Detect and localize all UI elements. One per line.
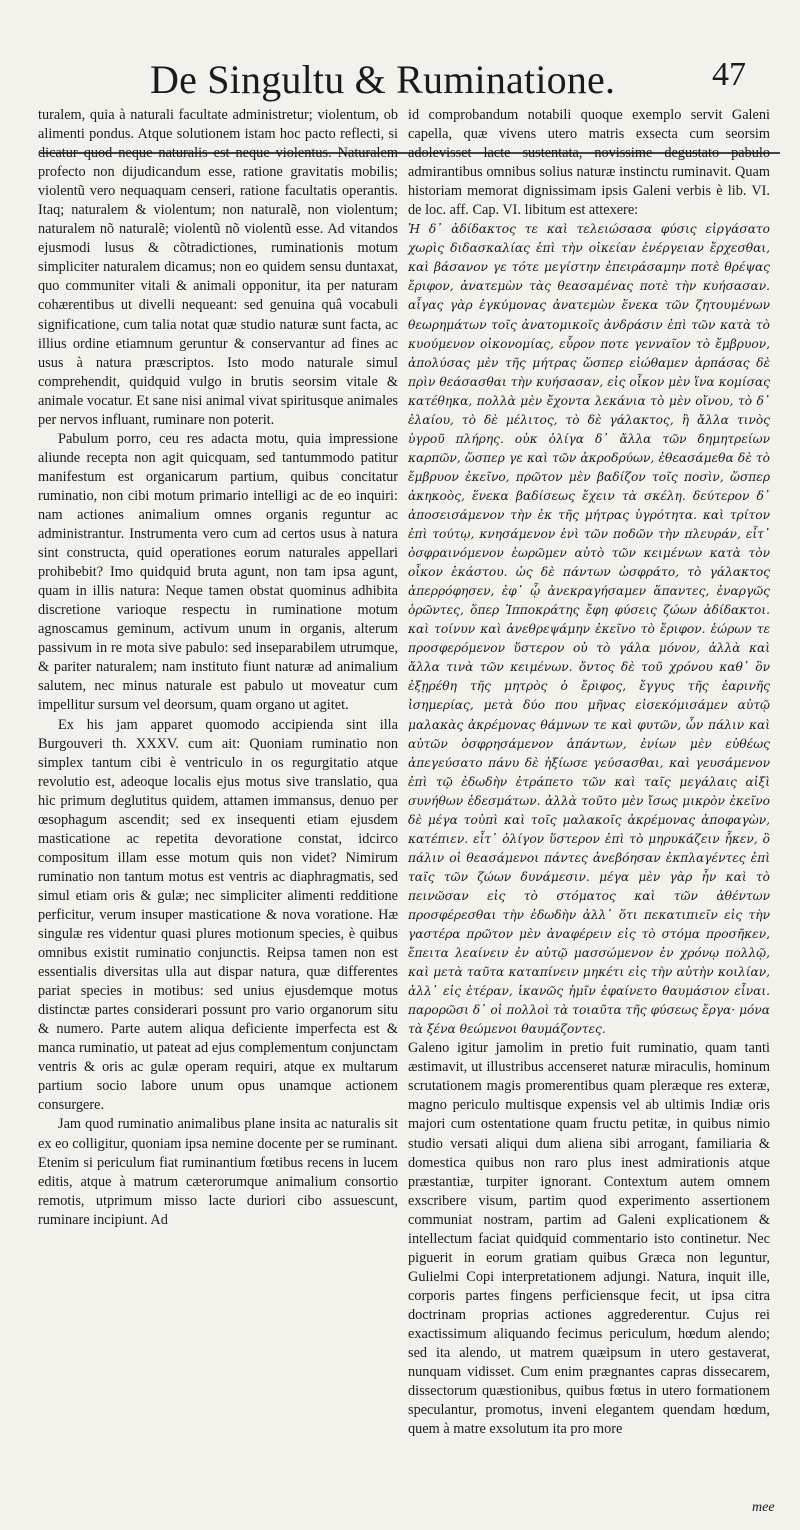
running-title: De Singultu & Ruminatione. <box>150 57 616 102</box>
page-number: 47 <box>712 56 746 93</box>
paragraph: Jam quod ruminatio animalibus plane insita ac naturalis sit ex eo colligitur, quoniam ipsa nemine docente per se ruminant. Etenim si periculum fiat ruminantium fœtibus recens in lucem editis, atque à matrum cæterorumque animalium consortio remotis, utprimum misso lacte duriori cibo assuescunt, ruminare incipiunt. Ad <box>38 1116 398 1228</box>
paragraph: turalem, quia à naturali facultate administretur; violentum, ob alimenti pondus. Atque solutionem istam hoc pacto reflecti, si dicatur quod neque naturalis est neque violentus. Naturalem profecto non dijudicandum esse, ratione gravitatis mobilis; violentũ vero nequaquam censeri, ratione facultatis operantis. Itaq; naturalem & violentum; non naturalẽ, non violentum; naturalem nõ naturalẽ; violentũ nõ violentũ esse. Ad vitandos ejusmodi lusus & cõtradictiones, ruminationis motum simpliciter naturalem dicamus; non eo quidem sensu duntaxat, quo communiter vitali & animali opponitur, ita per naturam cohærentibus ut divelli nequeant: sed genuina quâ vocabuli significatione, cum talia notat quæ studio naturæ sunt facta, ac illius ordine etiamnum geruntur & conservantur ad fines ac usus à natura præscriptos. Isto modo naturale simul comprehendit, quidquid vulgo in brutis seorsim vitale & animale vocatur. Et sane nisi animal vivat spiritusque animales per nervos influant, ruminare non poterit. <box>38 107 398 428</box>
right-column <box>408 106 770 1439</box>
paragraph: Galeno igitur jamolim in pretio fuit ruminatio, quam tanti æstimavit, ut illustribus accenseret naturæ miraculis, hominum scrutationem magis promerentibus quam pleræque res exteræ, magno periculo multisque expensis vel ab ultimis Indiæ oris majori cum ostentatione quam fructu petitæ, in quibus nimio studio versati aliqui dum aliena sibi arrogant, familiaria & domestica quibus non raro plus inest admirationis atque præstantiæ, turpiter ignorant. Contextum autem omnem exscribere visum, partim quod experimento assertionem communiat nostram, partim ad Galeni explicationem & intellectum faciat quidquid commentario isto continetur. Nec piguerit in eorum gratiam quibus Græca non leguntur, Gulielmi Copi interpretationem adjungi. Natura, inquit ille, corporis partes fingens perficiensque fecit, ut ipsa citra doctrinam proprias actiones aggrederentur. Cujus rei exactissimum aliquando fecimus periculum, hœdum alendo; sed ita alendo, ut matrem quæipsum in utero gestaverat, nunquam vidisset. Cum enim prægnantes capras dissecarem, dissectorum quæstionibus, quibus fœtus in utero formationem speculantur, promotus, inveni elegantem quendam hœdum, quem à matre exsolutum ita pro more <box>408 1040 770 1438</box>
catchword: mee <box>752 1500 775 1515</box>
page-header <box>0 52 800 112</box>
greek-quotation: Ἡ δ᾽ ἀδίδακτος τε καὶ τελειώσασα φύσις εἰργάσατο χωρὶς διδασκαλίας ἐπὶ τὴν οἰκείαν ἐνέργειαν ἔρχεσθαι, καὶ βάσανον γε τότε μεγίστην ἐπειράσαμην ποτὲ θρέψας ἔριφον, ἀνατεμὼν τὰς θεασαμένας ποτὲ τὴν κυήσασαν. αἶγας γὰρ ἐγκύμονας ἀνατεμὼν ἕνεκα τῶν ζητουμένων θεωρημάτων τοῖς ἀνατομικοῖς ἀνδράσιν ἐπὶ τῶν κατὰ τὸ κυούμενον οἰκονομίας, εὗρον ποτε γενναῖον τὸ ἔμβρυον, ἀπολύσας μὲν τῆς μήτρας ὥσπερ εἰώθαμεν ἁρπάσας δὲ πρὶν θεάσασθαι τὴν κυήσασαν, εἰς οἶκον μὲν ἵνα κομίσας κατέθηκα, πολλὰ μὲν ἔχοντα λεκάνια τὸ μὲν οἴνου, τὸ δ᾽ ἐλαίου, τὸ δὲ μέλιτος, τὸ δὲ γάλακτος, ἢ ἄλλα τινὸς ὑγροῦ πλήρης. οὐκ ὀλίγα δ᾽ ἄλλα τῶν δημητρείων καρπῶν, ὥσπερ γε καὶ τῶν ἀκροδρύων, ἐθεασάμεθα δὲ τὸ ἔμβρυον ἐκεῖνο, πρῶτον μὲν βαδίζον τοῖς ποσὶν, ὥσπερ ἀκηκοὸς, ἕνεκα βαδίσεως ἔχειν τὰ σκέλη. δεύτερον δ᾽ ἀποσεισάμενον τὴν ἐκ τῆς μήτρας ὑγρότητα. καὶ τρίτον ἐπὶ τούτῳ, κνησάμενον ἑνὶ τῶν ποδῶν τὴν πλευράν, εἶτ᾽ ὀσφραινόμενον ἑωρῶμεν αὐτὸ τῶν κειμένων κατὰ τὸν οἶκον ἑκάστου. ὡς δὲ πάντων ὠσφράτο, τὸ γάλακτος ἀπερρόφησεν, ἐφ᾽ ᾧ ἀνεκραγήσαμεν ἅπαντες, ἐναργῶς ὁρῶντες, ὅπερ Ἱπποκράτης ἔφη φύσεις ζώων ἀδίδακτοι. καὶ τοίνυν καὶ ἀνεθρεψάμην ἐκεῖνο τὸ ἔριφον. ἑώρων τε προσφερόμενον ὕστερον οὐ τὸ γάλα μόνον, ἀλλὰ καὶ ἄλλα τινὰ τῶν κειμένων. ὄντος δὲ τοῦ χρόνου καθ᾽ ὃν ἐξῃρέθη τῆς μητρὸς ὁ ἔριφος, ἔγγυς τῆς ἐαρινῆς ἰσημερίας, μετὰ δύο που μῆνας εἰσεκόμισάμεν αὐτῷ μαλακὰς ἀκρέμονας θάμνων τε καὶ φυτῶν, ὧν πάλιν καὶ αὐτῶν ὀσφρησάμενον ἁπάντων, ἐνίων μὲν εὐθέως ἀπεγεύσατο πάνυ δὲ ἠξίωσε γεύσασθαι, καὶ γευσάμενον ἐπὶ τῷ ἐδωδὴν ἐτράπετο τῶν καὶ ταῖς μεγάλαις αἰξὶ συνήθων ἐδεσμάτων. ἀλλὰ τοῦτο μὲν ἴσως μικρὸν ἐκεῖνο δὲ μέγα τοὐπὶ καὶ τοῖς μαλακοῖς ἀκρέμονας ἀποφαγὼν, κατέπιεν. εἶτ᾽ ὀλίγον ὕστερον ἐπὶ τὸ μηρυκάζειν ἧκεν, ὃ πάλιν οἱ θεασάμενοι πάντες ἀνεβόησαν ἐκπλαγέντες ἐπὶ ταῖς τῶν ζώων δυνάμεσιν. μέγα μὲν γὰρ ἦν καὶ τὸ πεινῶσαν εἰς τὸ στόματος καὶ τῶν ἀθέντων προσφέρεσθαι τὴν ἐδωδὴν ἀλλ᾽ ὅτι πεκατιπιεῖν εἰς τὴν γαστέρα πρῶτον μὲν ἀναφέρειν εἰς τὸ στόμα προσῆκεν, ἔπειτα λεαίνειν ἐν αὐτῷ μασσώμενον ἐν χρόνῳ πολλῷ, καὶ μετὰ ταῦτα καταπίνειν μηκέτι εἰς τὴν αὐτὴν κοιλίαν, ἀλλ᾽ εἰς ἑτέραν, ἱκανῶς ἡμῖν ἐφαίνετο θαυμάσιον εἶναι. παρορῶσι δ᾽ οἱ πολλοὶ τὰ τοιαῦτα τῆς φύσεως ἔργα· μόνα τὰ ξένα θεώμενοι θαυμάζοντες. <box>408 222 770 1037</box>
paragraph: Pabulum porro, ceu res adacta motu, quia impressione aliunde recepta non agit quicquam, sed tantummodo patitur manifestum est organicarum partium, quibus concitatur ruminatio, non cibi motum primario intelligi ac de eo inquiri: nam actiones animalium omnes organis reguntur ac administrantur. Instrumenta vero cum ad certos usus à natura sint constructa, quid operationes eorum naturales appellari prohibebit? Imo quidquid bruta agunt, non tam ipsa agunt, quam in illis natura: Neque tamen obstat quominus adhibita discretione varioque respectu in ruminatione motum agnoscamus geminum, activum unum in organis, alterum passivum in re mota sive pabulo: sed inseparabilem utrumque, & pariter naturalem; nam instituto fiunt naturæ ad animalium salutem, nec minus naturale est pabulo ut moveatur cum impellitur sursum vel deorsum, quam organo ut agitet. <box>38 430 398 714</box>
paragraph: Ex his jam apparet quomodo accipienda sint illa Burgouveri th. XXXV. cum ait: Quoniam ruminatio non simplex tantum cibi è ventriculo in os regurgitatio atque revolutio est, adeoque localis ejus motus sive translatio, qua hic primum deglutitus quidem, attamen immansus, denuo per œsophagum ascendit; sed ex insequenti etiam ejusdem masticatione ac repetita devoratione constat, idcirco compositum illam esse motum quis non videt? Nimirum ruminatio non tantum motus est ventris ac diaphragmatis, sed simul etiam oris & gulæ; nec simpliciter alimenti redditione perficitur, verum insuper masticatione & nova voratione. Hæ singulæ res videntur quasi plures motionum species, è quibus omnibus existit ruminatio conjunctis. Reipsa tamen non est essentialis diversitas ulla aut dispar natura, quæ differentes pariat species in motibus: sed unius ejusdemque motus distinctæ partes considerari possunt pro vario organorum situ & numero. Parte autem aliqua deficiente imperfecta est & manca ruminatio, ut pateat ad ejus complementum conjunctam ventris & oris ac gulæ operam requiri, atque ex multarum partium socio labore unum opus unamque actionem consurgere. <box>38 716 398 1114</box>
left-column <box>38 106 398 1230</box>
paragraph: id comprobandum notabili quoque exemplo servit Galeni capella, quæ vivens utero matris exsecta cum seorsim adolevisset lacte sustentata, novissime degustato pabulo admirantibus omnibus solius naturæ instinctu ruminavit. Quam historiam memorat dignissimam ipsis Galeni verbis è lib. VI. de loc. aff. Cap. VI. libitum est attexere: <box>408 107 770 219</box>
